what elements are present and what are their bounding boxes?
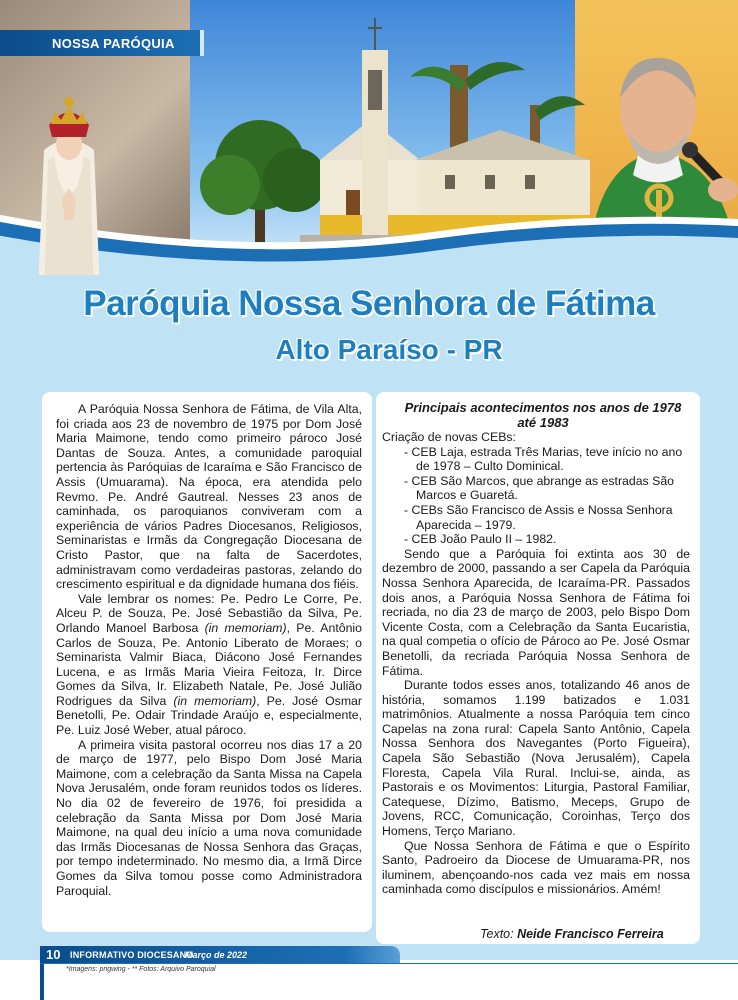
italic-note: (in memoriam) xyxy=(204,620,287,635)
text-run: , Pe. José Osmar Benetolli, Pe. Odair Trindade Araújo e, especialmente, Pe. Luiz José Weber, atual pároco. xyxy=(56,693,362,738)
page-number: 10 xyxy=(46,947,61,962)
list-item: - CEB São Marcos, que abrange as estradas São Marcos e Guaretá. xyxy=(404,473,674,503)
article-column-right xyxy=(376,392,700,944)
author-credit xyxy=(480,927,664,941)
author-name: Neide Francisco Ferreira xyxy=(517,927,664,941)
list-item: - CEB João Paulo II – 1982. xyxy=(404,532,557,547)
our-lady-of-fatima-statue xyxy=(14,80,124,275)
issue-date: Março de 2022 xyxy=(185,950,248,960)
text-run: Vale lembrar os nomes: Pe. Pedro Le Corre, Pe. Alceu P. de Souza, Pe. José Sebastião da Silva, Pe. Orlando Manoel Barbosa xyxy=(56,591,362,635)
paragraph: Que Nossa Senhora de Fátima e que o Espírito Santo, Padroeiro da Diocese de Umuarama-PR, nos iluminem, abençoando-nos cada vez mais em nossa caminhada como discípulos e missionários. Amém! xyxy=(382,838,690,897)
paragraph-names xyxy=(56,592,362,738)
list-item: - CEB Laja, estrada Três Marias, teve início no ano de 1978 – Culto Dominical. xyxy=(404,444,683,474)
text-run: , Pe. Antônio Carlos de Souza, Pe. Antonio Liberato de Moraes; o Seminarista Valmir Biaca, Diácono José Fernandes Lucena, e as Irmãs Maria Vieira Feitoza, Ir. Dirce Gomes da Silva, Ir. Elizabeth Natale, Pe. José Julião Rodrigues da Silva xyxy=(56,620,362,708)
publication-name: INFORMATIVO DIOCESANO xyxy=(70,950,194,960)
section-label: NOSSA PARÓQUIA xyxy=(52,36,175,51)
section-banner xyxy=(0,30,204,56)
footer-spine xyxy=(40,946,44,1000)
footer-rule xyxy=(40,963,738,964)
article-subtitle: Alto Paraíso - PR xyxy=(275,334,503,365)
paragraph: A Paróquia Nossa Senhora de Fátima, de Vila Alta, foi criada aos 23 de novembro de 1975 por Dom José Maria Maimone, tendo como primeiro pároco José Dantas de Souza. Antes, a comunidade paroquial pertencia às Paróquias de Icaraíma e São Francisco de Assis (Umuarama). Na época, era atendida pelo Revmo. Pe. André Gautreal. Nesses 23 anos de caminhada, os paroquianos conviveram com a experiência de vários Padres Diocesanos, Religiosos, Seminaristas e Irmãs da Congregação Diocesana de Cristo Pastor, que na falta de Sacerdotes, administravam como verdadeiras pastoras, zelando do crescimento espiritual e da dignidade humana dos fiéis. xyxy=(56,402,362,592)
article-title: Paróquia Nossa Senhora de Fátima xyxy=(83,284,655,323)
credit-label: Texto: xyxy=(480,927,514,941)
article-column-left xyxy=(42,392,372,932)
paragraph: A primeira visita pastoral ocorreu nos dias 17 a 20 de março de 1977, pelo Bispo Dom José Maria Maimone, com a celebração da Santa Missa na Capela Nova Jerusalém, onde foram reunidos todos os líderes. No dia 02 de fevereiro de 1976, foi presidida a celebração da Santa Missa por Dom José Maria Maimone, na qual deu início a uma nova comunidade das Irmãs Diocesanas de Nossa Senhora das Graças, por tempo indeterminado. No mesmo dia, a Irmã Dirce Gomes da Silva tomou posse como Administradora Paroquial. xyxy=(56,737,362,898)
list-intro: Criação de novas CEBs: xyxy=(382,430,516,444)
subsection-heading: Principais acontecimentos nos anos de 1978 até 1983 xyxy=(404,400,682,430)
paragraph: Sendo que a Paróquia foi extinta aos 30 de dezembro de 2000, passando a ser Capela da Paróquia Nossa Senhora Aparecida, de Icaraíma-PR. Passados dois anos, a Paróquia Nossa Senhora de Fátima foi recriada, no dia 23 de março de 2003, pelo Bispo Dom Vicente Costa, com a Celebração da Santa Eucaristia, na qual competia o ofício de Pároco ao Pe. José Osmar Benetolli, da recriada Paróquia Nossa Senhora de Fátima. xyxy=(382,546,690,678)
paragraph: Durante todos esses anos, totalizando 46 anos de história, somamos 1.199 batizados e 1.031 matrimônios. Atualmente a nossa Paróquia tem cinco Capelas na zona rural: Capela Santo Antônio, Capela Nossa Senhora dos Navegantes (Porto Figueira), Capela São Sebastião (Nova Jerusalém), Capela Floresta, Capela Vila Rural. Inclui-se, ainda, as Pastorais e os Movimentos: Liturgia, Pastoral Familiar, Catequese, Dízimo, Batismo, Meceps, Grupo de Jovens, RCC, Comunicação, Coroinhas, Terço dos Homens, Terço Mariano. xyxy=(382,678,690,839)
italic-note: (in memoriam) xyxy=(173,693,257,708)
list-item: - CEBs São Francisco de Assis e Nossa Senhora Aparecida – 1979. xyxy=(404,502,673,532)
image-credits: *Imagens: pngwing - ** Fotos: Arquivo Paroquial xyxy=(66,966,216,973)
